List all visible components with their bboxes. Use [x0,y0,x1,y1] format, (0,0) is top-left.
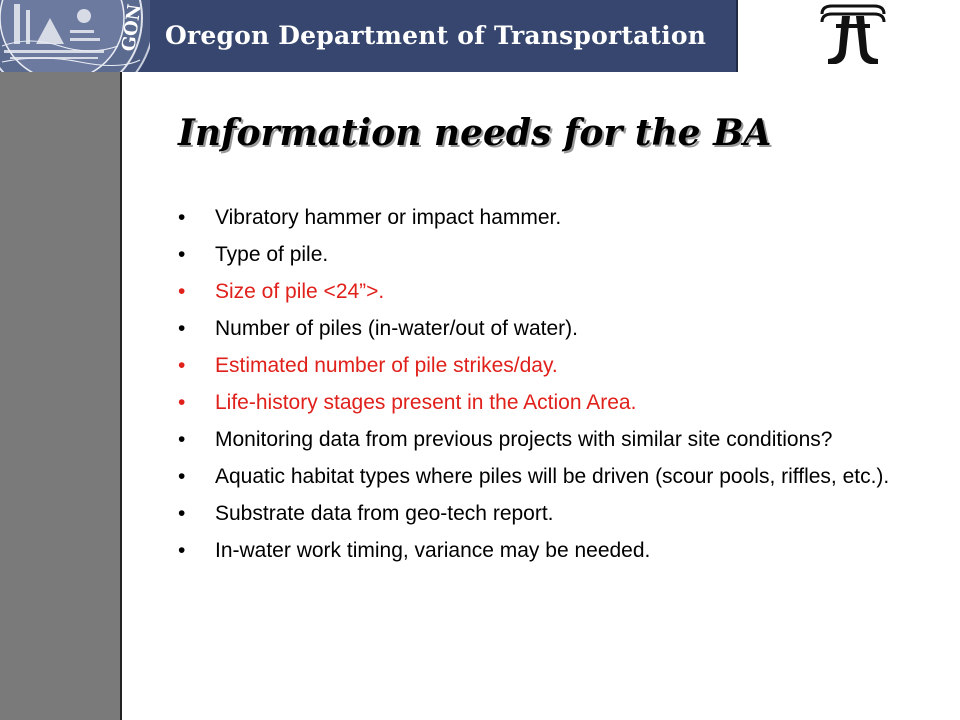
bullet-item [178,204,938,231]
bullet-list [178,204,938,574]
bullet-dot: • [178,539,186,562]
bullet-item [178,352,938,379]
bullet-dot: • [178,206,186,229]
bullet-text: Monitoring data from previous projects with similar site conditions? [215,428,833,451]
bullet-item [178,426,938,453]
bullet-dot: • [178,354,186,377]
header-bar [0,0,738,72]
bullet-dot: • [178,428,186,451]
bullet-dot: • [178,465,186,488]
bullet-item [178,500,938,527]
bullet-dot: • [178,317,186,340]
left-sidebar-band [0,72,122,720]
bullet-item [178,278,938,305]
bullet-text: Type of pile. [215,243,329,266]
odot-logo-icon [818,4,888,68]
bullet-item [178,315,938,342]
bullet-dot: • [178,391,186,414]
bullet-text: Vibratory hammer or impact hammer. [215,206,562,229]
bullet-text: Life-history stages present in the Action Area. [215,391,637,414]
bullet-dot: • [178,502,186,525]
organization-name: Oregon Department of Transportation [165,21,707,50]
bullet-text: Aquatic habitat types where piles will be driven (scour pools, riffles, etc.). [215,465,890,488]
bullet-item [178,389,938,416]
bullet-item [178,537,938,564]
bullet-item [178,241,938,268]
bullet-item [178,463,938,490]
oregon-state-seal [0,0,150,72]
bullet-text: Estimated number of pile strikes/day. [215,354,558,377]
bullet-dot: • [178,280,186,303]
bullet-text: Number of piles (in-water/out of water). [215,317,578,340]
slide-title: Information needs for the BA [178,112,772,154]
seal-lettering: GON [118,2,146,53]
bullet-text: In-water work timing, variance may be needed. [215,539,651,562]
bullet-dot: • [178,243,186,266]
bullet-text: Substrate data from geo-tech report. [215,502,554,525]
bullet-text: Size of pile <24”>. [215,280,385,303]
